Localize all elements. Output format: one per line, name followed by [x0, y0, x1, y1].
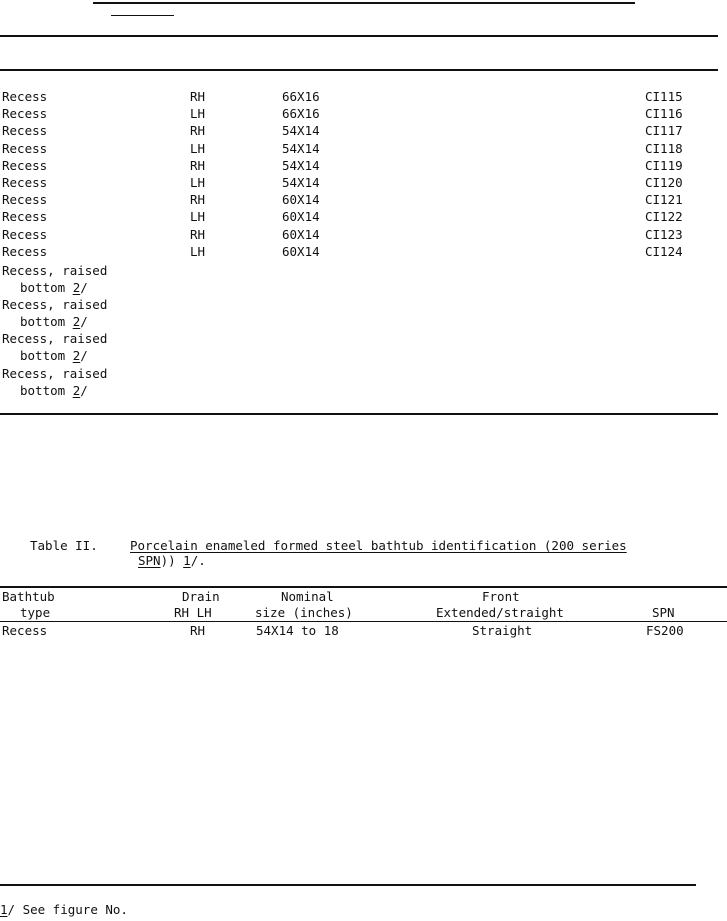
table2-row-spn: FS200 [646, 623, 684, 638]
table1-cell-spn: CI123 [645, 226, 683, 242]
table1-cell-type: Recess [2, 175, 48, 190]
table2-row-front: Straight [472, 623, 533, 638]
table1-raised-line1: Recess, raised [2, 297, 108, 313]
table1-raised-note-suffix: / [80, 348, 88, 364]
top-header-rule [93, 2, 635, 4]
table1-cell-type: Recess [2, 123, 48, 139]
table1-cell-drain: RH [190, 157, 206, 173]
table2-header-bottom-rule [0, 621, 727, 622]
table1-raised-line2 [20, 384, 88, 398]
table2-row-type: Recess [2, 623, 48, 638]
table1-cell-size: 66X16 [282, 89, 320, 104]
table1-cell-size: 60X14 [282, 209, 320, 225]
table2-caption-end: /. [190, 553, 206, 568]
table2-row-size: 54X14 to 18 [256, 623, 339, 638]
table2-header-size-2: size (inches) [255, 605, 353, 620]
top-header-underline-short [111, 15, 174, 16]
footnote-text [0, 903, 128, 917]
table1-cell-size: 60X14 [282, 226, 320, 242]
table1-cell-size: 54X14 [282, 175, 320, 190]
table1-raised-line2-text: bottom [20, 280, 73, 295]
table2-caption-note: 1 [183, 553, 191, 568]
table1-cell-type: Recess [2, 157, 48, 173]
table1-raised-line2 [20, 349, 88, 363]
table1-raised-line1: Recess, raised [2, 365, 108, 381]
table1-cell-type: Recess [2, 243, 48, 259]
table1-header-top-rule [0, 35, 718, 37]
table2-header-type-2: type [20, 605, 51, 620]
table2-row-drain: RH [190, 623, 206, 638]
footnote-rest: / See figure No. [7, 902, 128, 917]
table1-cell-drain: RH [190, 123, 206, 139]
table1-cell-size: 60X14 [282, 243, 320, 259]
table1-cell-drain: LH [190, 106, 206, 122]
table1-cell-type: Recess [2, 226, 48, 242]
table2-header-spn-2: SPN [652, 605, 675, 620]
table1-raised-note-num: 2 [72, 348, 81, 364]
table1-cell-spn: CI116 [645, 106, 683, 122]
table1-raised-line2-text: bottom [20, 314, 73, 330]
table1-raised-note-num: 2 [72, 280, 81, 295]
table1-cell-spn: CI124 [645, 243, 683, 259]
table1-cell-drain: LH [190, 243, 206, 259]
table1-bottom-rule [0, 413, 718, 415]
table2-header-drain-1: Drain [182, 589, 220, 604]
table1-cell-drain: RH [190, 89, 206, 104]
table2-caption-spn: SPN [138, 553, 161, 568]
table1-header-bottom-rule [0, 69, 718, 71]
footnote-rule [0, 884, 696, 886]
table2-top-rule [0, 586, 727, 588]
table1-raised-note-num: 2 [72, 382, 81, 398]
table2-caption-line1: Porcelain enameled formed steel bathtub identification (200 series [130, 538, 627, 553]
table1-cell-drain: LH [190, 140, 206, 156]
table2-header-type-1: Bathtub [2, 589, 55, 604]
table1-cell-spn: CI115 [645, 89, 683, 104]
table2-caption-line2 [138, 554, 206, 568]
table1-cell-type: Recess [2, 89, 48, 104]
table1-cell-spn: CI122 [645, 209, 683, 225]
table1-raised-note-suffix: / [80, 382, 88, 398]
table1-raised-note-num: 2 [72, 314, 81, 330]
table1-raised-line2-text: bottom [20, 382, 73, 398]
table1-cell-drain: LH [190, 209, 206, 225]
table1-cell-size: 66X16 [282, 106, 320, 122]
table1-raised-line1: Recess, raised [2, 331, 108, 347]
table1-cell-spn: CI120 [645, 175, 683, 190]
table1-cell-spn: CI121 [645, 192, 683, 208]
footnote-num: 1 [0, 902, 8, 917]
table2-caption-label: Table II. [30, 538, 98, 553]
table1-raised-note-suffix: / [80, 280, 88, 295]
table1-cell-spn: CI118 [645, 140, 683, 156]
table2-header-size-1: Nominal [281, 589, 334, 604]
table2-caption-mid: )) [160, 553, 184, 568]
table1-cell-size: 54X14 [282, 123, 320, 139]
table2-header-front-2: Extended/straight [436, 605, 564, 620]
table1-cell-size: 54X14 [282, 157, 320, 173]
table1-raised-line2 [20, 315, 88, 329]
table1-cell-drain: RH [190, 192, 206, 208]
table1-cell-spn: CI117 [645, 123, 683, 139]
table2-header-front-1: Front [482, 589, 520, 604]
table1-cell-drain: RH [190, 226, 206, 242]
table1-cell-size: 54X14 [282, 140, 320, 156]
table1-cell-drain: LH [190, 175, 206, 190]
table1-cell-type: Recess [2, 106, 48, 122]
table1-raised-line2 [20, 281, 88, 295]
table1-cell-size: 60X14 [282, 192, 320, 208]
table1-cell-type: Recess [2, 140, 48, 156]
table1-cell-spn: CI119 [645, 157, 683, 173]
table1-cell-type: Recess [2, 209, 48, 225]
table1-raised-line2-text: bottom [20, 348, 73, 364]
table1-cell-type: Recess [2, 192, 48, 208]
table2-header-drain-2: RH LH [174, 605, 212, 620]
table1-raised-note-suffix: / [80, 314, 88, 330]
table1-raised-line1: Recess, raised [2, 263, 108, 278]
